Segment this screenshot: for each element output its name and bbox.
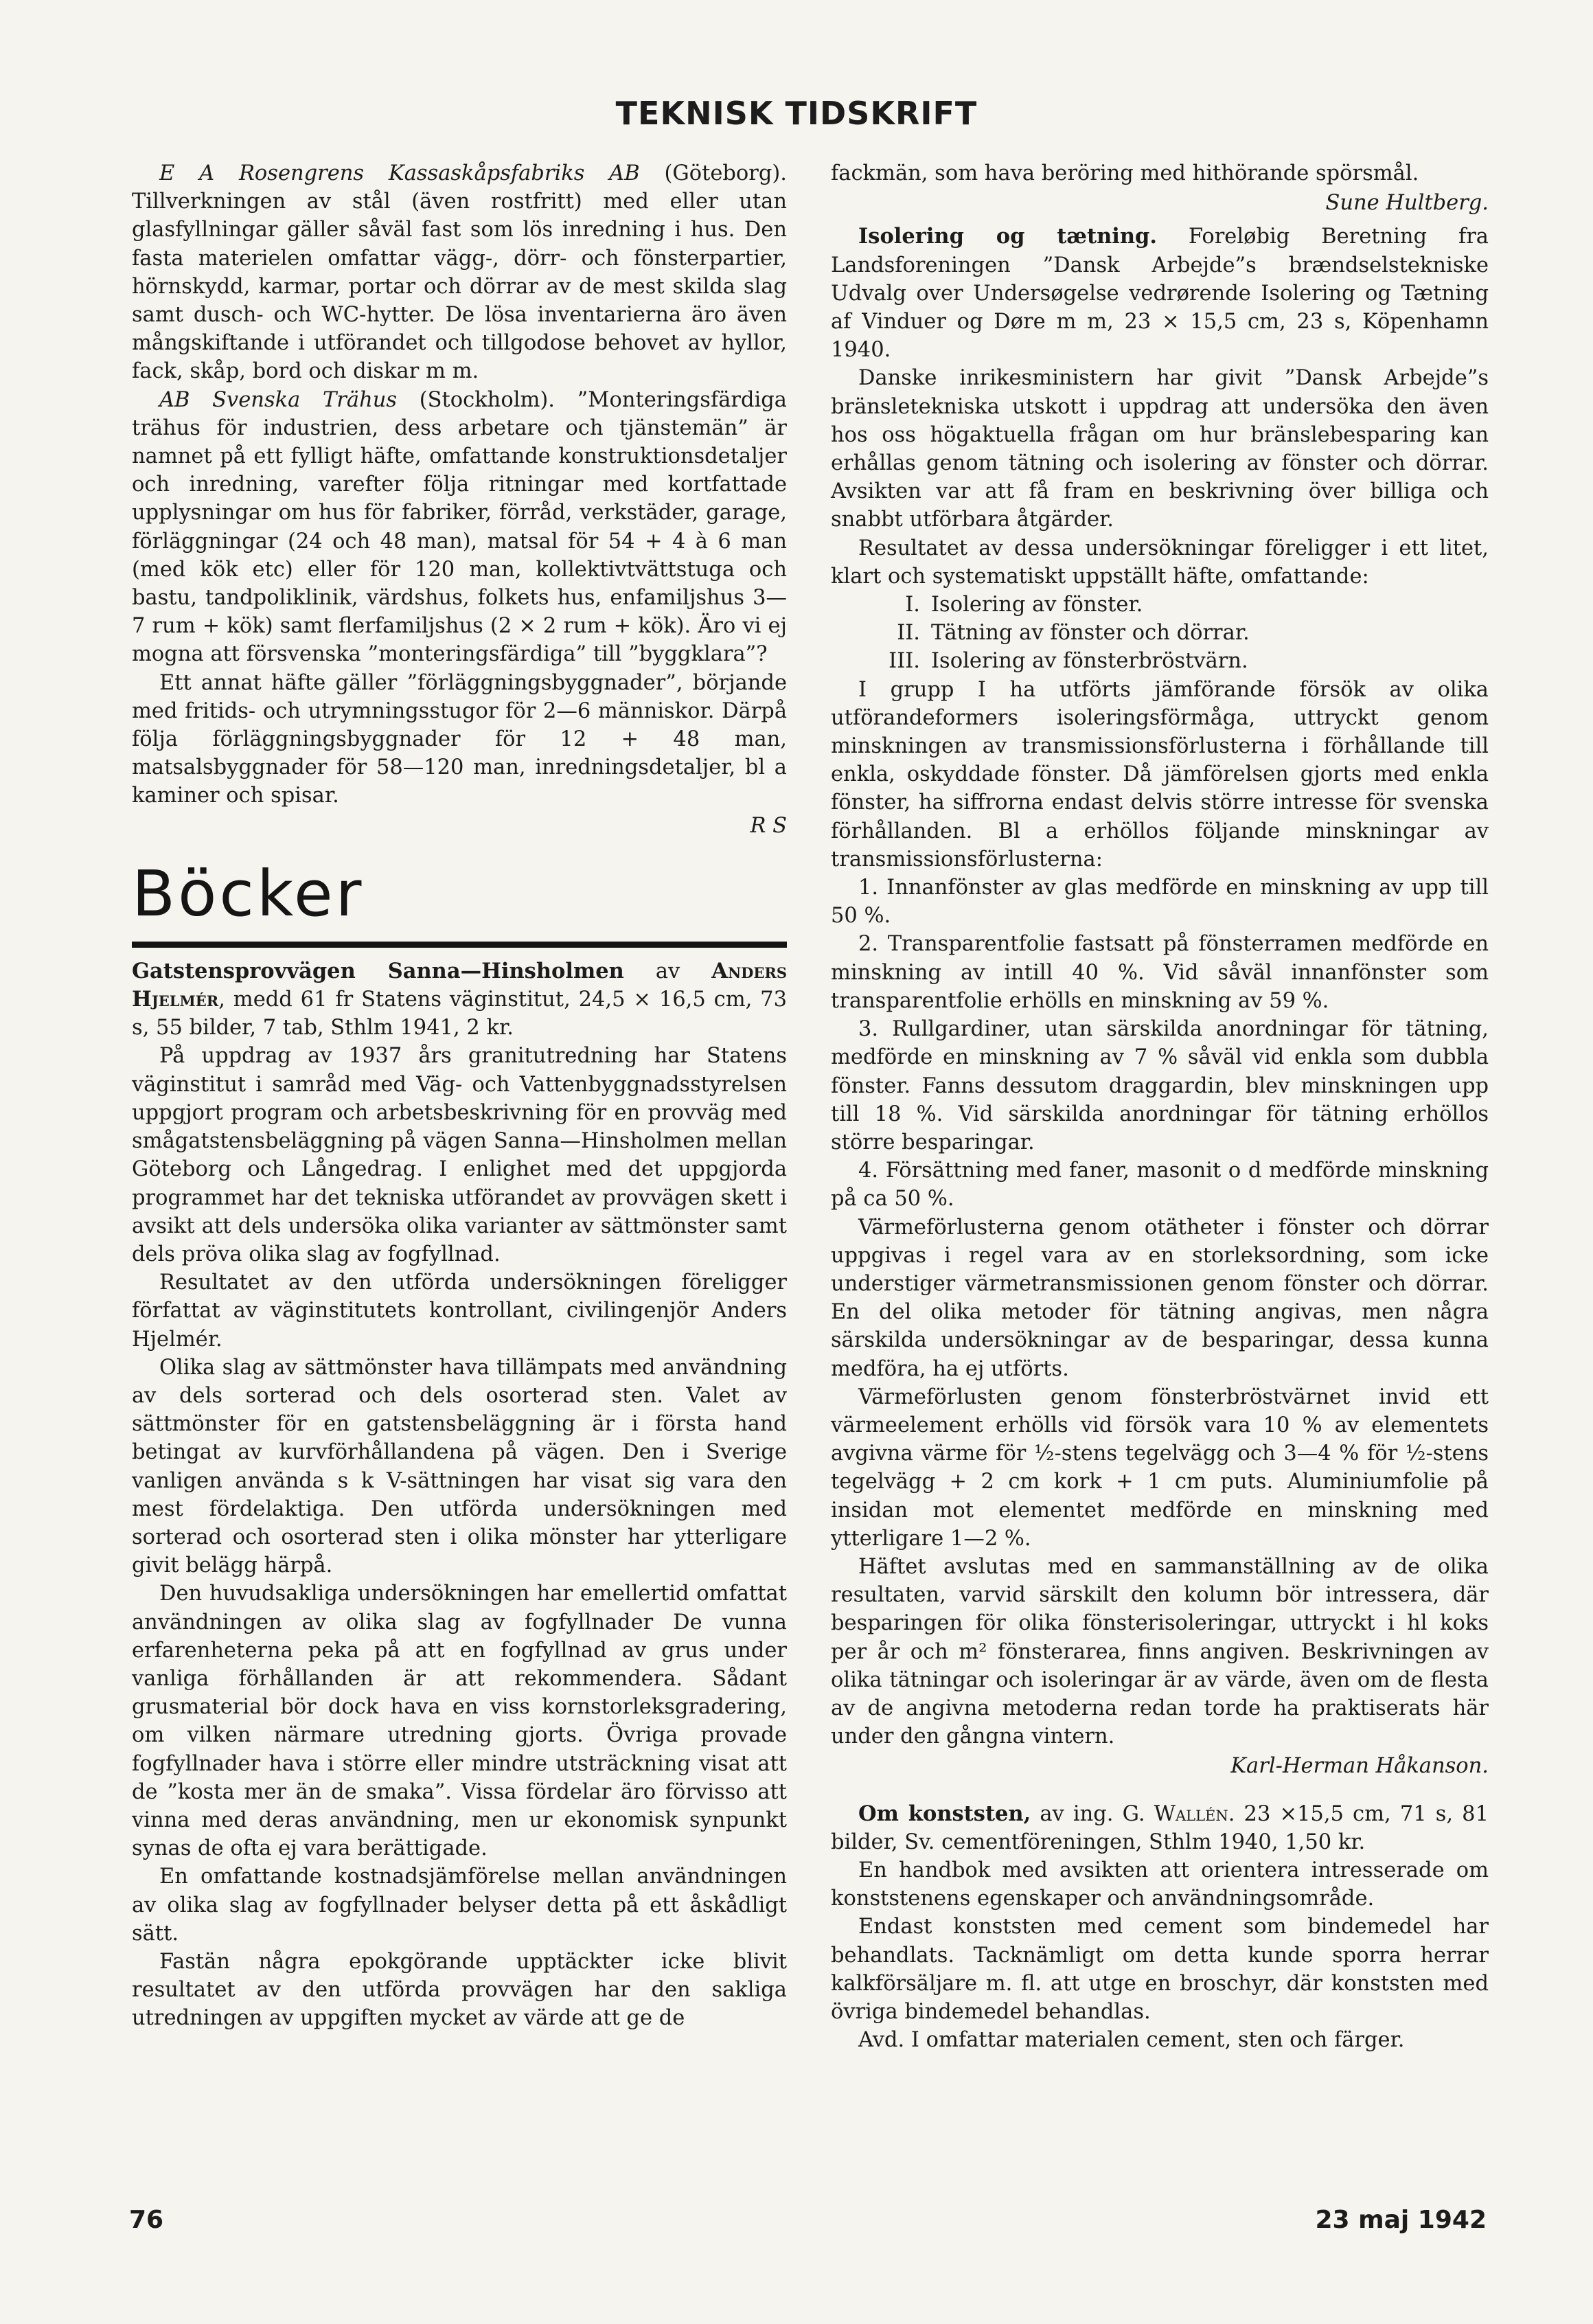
journal-title: TEKNISK TIDSKRIFT bbox=[615, 95, 978, 132]
review-paragraph: Den huvudsakliga undersökningen har emellertid omfattat användningen av olika slag av fogfyllnader De vunna erfarenheterna peka på att en fogfyllnad av grus under vanliga förhållanden är att rekommendera. Sådant grusmaterial bör dock hava en viss kornstorleksgradering, om vilken närmare utredning gjorts. Övriga provade fogfyllnader hava i större eller mindre utsträckning visat att de ”kosta mer än de smaka”. Vissa fördelar äro förvisso att vinna med deras användning, men ur ekonomisk synpunkt synas de ofta ej vara berättigade. bbox=[132, 1582, 787, 1861]
review-paragraph: På uppdrag av 1937 års granitutredning har Statens väginstitut i samråd med Väg- och Vattenbyggnadsstyrelsen uppgjort program och arbetsbeskrivning för en provväg med smågatstensbeläggning på vägen Sanna—Hinsholmen mellan Göteborg och Långedrag. I enlighet med det uppgjorda programmet har det tekniska utförandet av provvägen skett i avsikt att dels undersöka olika varianter av sättmönster samt dels pröva olika slag av fogfyllnad. bbox=[132, 1044, 787, 1266]
review-paragraph: 3. Rullgardiner, utan särskilda anordningar för tätning, medförde en minskning av 7 % såväl vid enkla som dubbla fönster. Fanns dessutom draggardin, blev minskningen upp till 18 %. Vid särskilda anordningar för tätning erhöllos större besparingar. bbox=[831, 1017, 1489, 1154]
review-signature: Sune Hultberg. bbox=[1325, 191, 1489, 216]
review-paragraph: Olika slag av sättmönster hava tillämpats med användning av dels sorterad och dels osorterad sten. Valet av sättmönster för en gatstensbeläggning är i första hand betingat av kurvförhållandena på vägen. Den i Sverige vanligen använda s k V-sättningen har visat sig vara den mest fördelaktiga. Den utförda undersökningen med sorterad och osorterad sten i olika mönster har ytterligare givit belägg härpå. bbox=[132, 1355, 787, 1578]
page-number: 76 bbox=[129, 2206, 164, 2234]
review-paragraph: Avd. I omfattar materialen cement, sten och färger. bbox=[858, 2028, 1405, 2053]
roman-list bbox=[831, 591, 1489, 676]
review-paragraph: Resultatet av den utförda undersökningen föreligger författat av väginstitutets kontrollant, civilingenjör Anders Hjelmér. bbox=[132, 1271, 787, 1352]
review-heading: Gatstensprovvägen Sanna—Hinsholmen av Anders Hjelmér, medd 61 fr Statens väginstitut, 24,5 × 16,5 cm, 73 s, 55 bilder, 7 tab, Sthlm 1941, 2 kr. bbox=[132, 958, 787, 1040]
review-paragraph: En handbok med avsikten att orientera intresserade om konststenens egenskaper och användningsområde. bbox=[831, 1858, 1489, 1911]
review-paragraph: I grupp I ha utförts jämförande försök av olika utförandeformers isoleringsförmåga, uttryckt genom minskningen av transmissionsförlusterna i förhållande till enkla, oskyddade fönster. Då jämförelsen gjorts med enkla fönster, ha siffrorna endast delvis större intresse för svenska förhållanden. Bl a erhöllos följande minskningar av transmissionsförlusterna: bbox=[831, 677, 1489, 872]
intro-paragraph: E A Rosengrens Kassaskåpsfabriks AB (Göteborg). Tillverkningen av stål (även rostfritt) med eller utan glasfyllningar gäller såväl fast som lös inredning i hus. Den fasta materielen omfattar vägg-, dörr- och fönsterpartier, hörnskydd, karmar, portar och dörrar av de mest skilda slag samt dusch- och WC-hytter. De lösa inventarierna äro även mångskiftande i utförandet och tillgodose behovet av hyllor, fack, skåp, bord och diskar m m. bbox=[132, 161, 787, 384]
issue-date: 23 maj 1942 bbox=[1315, 2206, 1487, 2234]
review-paragraph: Värmeförlusterna genom otätheter i fönster och dörrar uppgivas i regel vara av en storleksordning, som icke understiger värmetransmissionen genom fönster och dörrar. En del olika metoder för tätning angivas, men några särskilda undersökningar av de besparingar, dessa kunna medföra, ha ej utförts. bbox=[831, 1215, 1489, 1381]
review-paragraph: 1. Innanfönster av glas medförde en minskning av upp till 50 %. bbox=[831, 876, 1489, 929]
section-rule bbox=[132, 942, 787, 948]
intro-signature: R S bbox=[750, 813, 787, 838]
review-heading: Om konststen, av ing. G. Wallén. 23 ×15,5 cm, 71 s, 81 bilder, Sv. cementföreningen, Sthlm 1940, 1,50 kr. bbox=[831, 1801, 1489, 1854]
review-paragraph: Värmeförlusten genom fönsterbröstvärnet invid ett värmeelement erhölls vid försök vara 10 % av elementets avgivna värme för ½-stens tegelvägg och 3—4 % för ½-stens tegelvägg + 2 cm kork + 1 cm puts. Aluminiumfolie på insidan mot elementet medförde en minskning med ytterligare 1—2 %. bbox=[831, 1385, 1489, 1551]
review-paragraph: Endast konststen med cement som bindemedel har behandlats. Tacknämligt om detta kunde sporra herrar kalkförsäljare m. fl. att utge en broschyr, där konststen med övriga bindemedel behandlas. bbox=[831, 1915, 1489, 2024]
list-item: III. Isolering av fönsterbröstvärn. bbox=[889, 649, 1248, 674]
review-paragraph: Resultatet av dessa undersökningar föreligger i ett litet, klart och systematiskt uppställt häfte, omfattande: bbox=[831, 536, 1489, 589]
review-paragraph: Fastän några epokgörande upptäckter icke blivit resultatet av den utförda provvägen har den sakliga utredningen av uppgiften mycket av värde att ge de bbox=[132, 1949, 787, 2031]
intro-paragraph: AB Svenska Trähus (Stockholm). ”Monteringsfärdiga trähus för industrien, dess arbetare och tjänstemän” är namnet på ett fylligt häfte, omfattande konstruktionsdetaljer och inredning, varefter följa ritningar med kortfattade upplysningar om hus för fabriker, förråd, verkstäder, garage, förläggningar (24 och 48 man), matsal för 54 + 4 à 6 man (med kök etc) eller för 120 man, kollektivtvättstuga och bastu, tandpoliklinik, värdshus, folkets hus, enfamiljshus 3—7 rum + kök) samt flerfamiljshus (2 × 2 rum + kök). Äro vi ej mogna att försvenska ”monteringsfärdiga” till ”byggklara”? bbox=[132, 387, 787, 667]
review-paragraph: 4. Försättning med faner, masonit o d medförde minskning på ca 50 %. bbox=[831, 1159, 1489, 1211]
review-paragraph: 2. Transparentfolie fastsatt på fönsterramen medförde en minskning av intill 40 %. Vid såväl innanfönster som transparentfolie erhölls en minskning av 59 %. bbox=[831, 932, 1489, 1013]
right-column bbox=[831, 159, 1489, 2054]
review-paragraph: Danske inrikesministern har givit ”Dansk Arbejde”s bränsletekniska utskott i uppdrag att undersöka den även hos oss högaktuella frågan om hur bränslebesparing kan erhållas genom tätning och isolering av fönster och dörrar. Avsikten var att få fram en beskrivning över billiga och snabbt utförbara åtgärder. bbox=[831, 366, 1489, 532]
list-item: II. Tätning av fönster och dörrar. bbox=[897, 621, 1250, 646]
list-item: I. Isolering av fönster. bbox=[905, 593, 1143, 617]
review-paragraph: En omfattande kostnadsjämförelse mellan användningen av olika slag av fogfyllnader belyser detta på ett åskådligt sätt. bbox=[132, 1865, 787, 1946]
review-paragraph: Häftet avslutas med en sammanställning av de olika resultaten, varvid särskilt den kolumn bör intressera, där besparingen för olika fönsterisoleringar, uttryckt i hl koks per år och m² fönsterarea, finns angiven. Beskrivningen av olika tätningar och isoleringar är av värde, även om de flesta av de angivna metoderna redan torde ha praktiserats här under den gångna vintern. bbox=[831, 1554, 1489, 1749]
review-heading: Isolering og tætning. Foreløbig Beretning fra Landsforeningen ”Dansk Arbejde”s brændselstekniske Udvalg over Undersøgelse vedrørende Isolering og Tætning af Vinduer og Døre m m, 23 × 15,5 cm, 23 s, Köpenhamn 1940. bbox=[831, 224, 1489, 363]
journal-header bbox=[0, 95, 1593, 132]
left-column bbox=[132, 159, 787, 2033]
intro-paragraph: Ett annat häfte gäller ”förläggningsbyggnader”, börjande med fritids- och utrymningsstugor för 2—6 människor. Därpå följa förläggningsbyggnader för 12 + 48 man, matsalsbyggnader för 58—120 man, inredningsdetaljer, bl a kaminer och spisar. bbox=[132, 670, 787, 808]
review-signature: Karl-Herman Håkanson. bbox=[1230, 1754, 1489, 1779]
section-title: Böcker bbox=[132, 856, 365, 931]
continuation-paragraph: fackmän, som hava beröring med hithörande spörsmål. bbox=[831, 161, 1419, 185]
